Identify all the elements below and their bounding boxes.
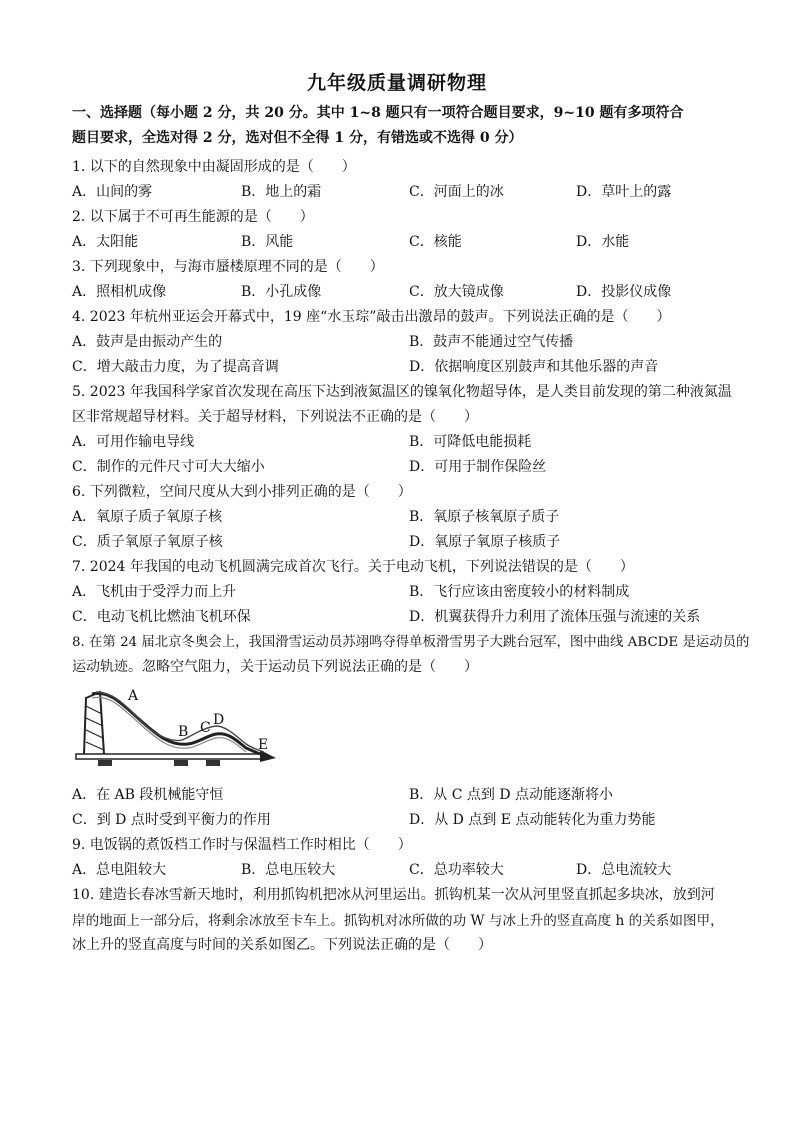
question-4-stem: 4. 2023 年杭州亚运会开幕式中，19 座“水玉琮”敲击出激昂的鼓声。下列说法正确的是（ ） — [72, 309, 671, 325]
question-2-option-b[interactable]: B．风能 — [241, 234, 294, 250]
question-9-option-d[interactable]: D．总电流较大 — [576, 862, 672, 878]
question-2-option-d[interactable]: D．水能 — [576, 234, 630, 250]
question-1-option-b[interactable]: B．地上的霜 — [241, 184, 322, 200]
question-8-stem-line2: 运动轨迹。忽略空气阻力，关于运动员下列说法正确的是（ ） — [72, 659, 478, 675]
point-e-label: E — [258, 737, 269, 753]
question-5-option-a[interactable]: A．可用作输电导线 — [72, 434, 195, 450]
support-block — [174, 760, 188, 766]
page-title: 九年级质量调研物理 — [306, 72, 487, 94]
ramp-surface — [92, 693, 260, 754]
question-3-option-b[interactable]: B．小孔成像 — [241, 284, 322, 300]
tower-frame — [84, 692, 104, 754]
question-2-stem: 2. 以下属于不可再生能源的是（ ） — [72, 209, 314, 225]
question-4-option-c[interactable]: C．增大敲击力度，为了提高音调 — [72, 359, 279, 375]
question-1-option-a[interactable]: A．山间的雾 — [72, 184, 153, 200]
question-10-stem-line2: 岸的地面上一部分后，将剩余冰放至卡车上。抓钩机对冰所做的功 W 与冰上升的竖直高度 h 的关系如图甲， — [72, 913, 724, 929]
question-7-option-c[interactable]: C．电动飞机比燃油飞机环保 — [72, 609, 251, 625]
support-block — [206, 760, 220, 766]
question-5-stem-line1: 5. 2023 年我国科学家首次发现在高压下达到液氮温区的镍氧化物超导体，是人类目前发现的第二种液氮温 — [72, 384, 732, 400]
question-5-option-c[interactable]: C．制作的元件尺寸可大大缩小 — [72, 459, 265, 475]
section-heading-line1: 一、选择题（每小题 2 分，共 20 分。其中 1~8 题只有一项符合题目要求，9~10 题有多项符合 — [72, 105, 684, 121]
question-6-option-c[interactable]: C．质子氧原子氧原子核 — [72, 534, 223, 550]
support-block — [98, 760, 112, 766]
question-1-option-d[interactable]: D．草叶上的露 — [576, 184, 672, 200]
question-7-option-a[interactable]: A．飞机由于受浮力而上升 — [72, 584, 237, 600]
point-c-label: C — [200, 720, 211, 736]
question-10-stem-line1: 10. 建造长春冰雪新天地时，利用抓钩机把冰从河里运出。抓钩机某一次从河里竖直抓起多块冰，放到河 — [72, 887, 715, 903]
point-d-label: D — [213, 712, 225, 728]
question-8-option-b[interactable]: B．从 C 点到 D 点动能逐渐将小 — [409, 787, 614, 803]
question-9-option-c[interactable]: C．总功率较大 — [409, 862, 504, 878]
question-6-option-b[interactable]: B．氧原子核氧原子质子 — [409, 509, 560, 525]
question-9-stem: 9. 电饭锅的煮饭档工作时与保温档工作时相比（ ） — [72, 837, 412, 853]
question-9-option-a[interactable]: A．总电阻较大 — [72, 862, 167, 878]
question-5-option-b[interactable]: B．可降低电能损耗 — [409, 434, 532, 450]
question-1-option-c[interactable]: C．河面上的冰 — [409, 184, 504, 200]
question-6-option-a[interactable]: A．氧原子质子氧原子核 — [72, 509, 223, 525]
question-5-option-d[interactable]: D．可用于制作保险丝 — [409, 459, 547, 475]
question-8-stem-line1: 8. 在第 24 届北京冬奥会上，我国滑雪运动员苏翊鸣夺得单板滑雪男子大跳台冠军，图中曲线 ABCDE 是运动员的 — [72, 635, 750, 650]
question-8-option-a[interactable]: A．在 AB 段机械能守恒 — [72, 787, 224, 803]
question-2-option-a[interactable]: A．太阳能 — [72, 234, 139, 250]
question-2-option-c[interactable]: C．核能 — [409, 234, 462, 250]
question-6-option-d[interactable]: D．氧原子氧原子核质子 — [409, 534, 561, 550]
question-3-option-c[interactable]: C．放大镜成像 — [409, 284, 504, 300]
question-7-stem: 7. 2024 年我国的电动飞机圆满完成首次飞行。关于电动飞机，下列说法错误的是（ ） — [72, 559, 634, 575]
question-6-stem: 6. 下列微粒，空间尺度从大到小排列正确的是（ ） — [72, 484, 412, 500]
question-4-option-d[interactable]: D．依据响度区别鼓声和其他乐器的声音 — [409, 359, 659, 375]
question-5-stem-line2: 区非常规超导材料。关于超导材料，下列说法不正确的是（ ） — [72, 409, 478, 425]
question-10-stem-line3: 冰上升的竖直高度与时间的关系如图乙。下列说法正确的是（ ） — [72, 937, 492, 953]
section-heading — [72, 101, 742, 151]
question-1-stem: 1. 以下的自然现象中由凝固形成的是（ ） — [72, 159, 356, 175]
question-4-option-b[interactable]: B．鼓声不能通过空气传播 — [409, 334, 574, 350]
question-3-stem: 3. 下列现象中，与海市蜃楼原理不同的是（ ） — [72, 259, 384, 275]
question-4-option-a[interactable]: A．鼓声是由振动产生的 — [72, 334, 223, 350]
question-3-option-a[interactable]: A．照相机成像 — [72, 284, 167, 300]
ground-platform — [76, 754, 266, 759]
point-b-label: B — [178, 724, 189, 740]
question-8-option-d[interactable]: D．从 D 点到 E 点动能转化为重力势能 — [409, 812, 656, 828]
question-7-option-d[interactable]: D．机翼获得升力利用了流体压强与流速的关系 — [409, 609, 701, 625]
question-8-option-c[interactable]: C．到 D 点时受到平衡力的作用 — [72, 812, 271, 828]
section-heading-line2: 题目要求，全选对得 2 分，选对但不全得 1 分，有错选或不选得 0 分） — [72, 130, 523, 146]
question-9-option-b[interactable]: B．总电压较大 — [241, 862, 336, 878]
ski-jump-figure — [70, 684, 280, 776]
point-a-label: A — [128, 688, 139, 704]
question-3-option-d[interactable]: D．投影仪成像 — [576, 284, 672, 300]
question-7-option-b[interactable]: B．飞行应该由密度较小的材料制成 — [409, 584, 630, 600]
